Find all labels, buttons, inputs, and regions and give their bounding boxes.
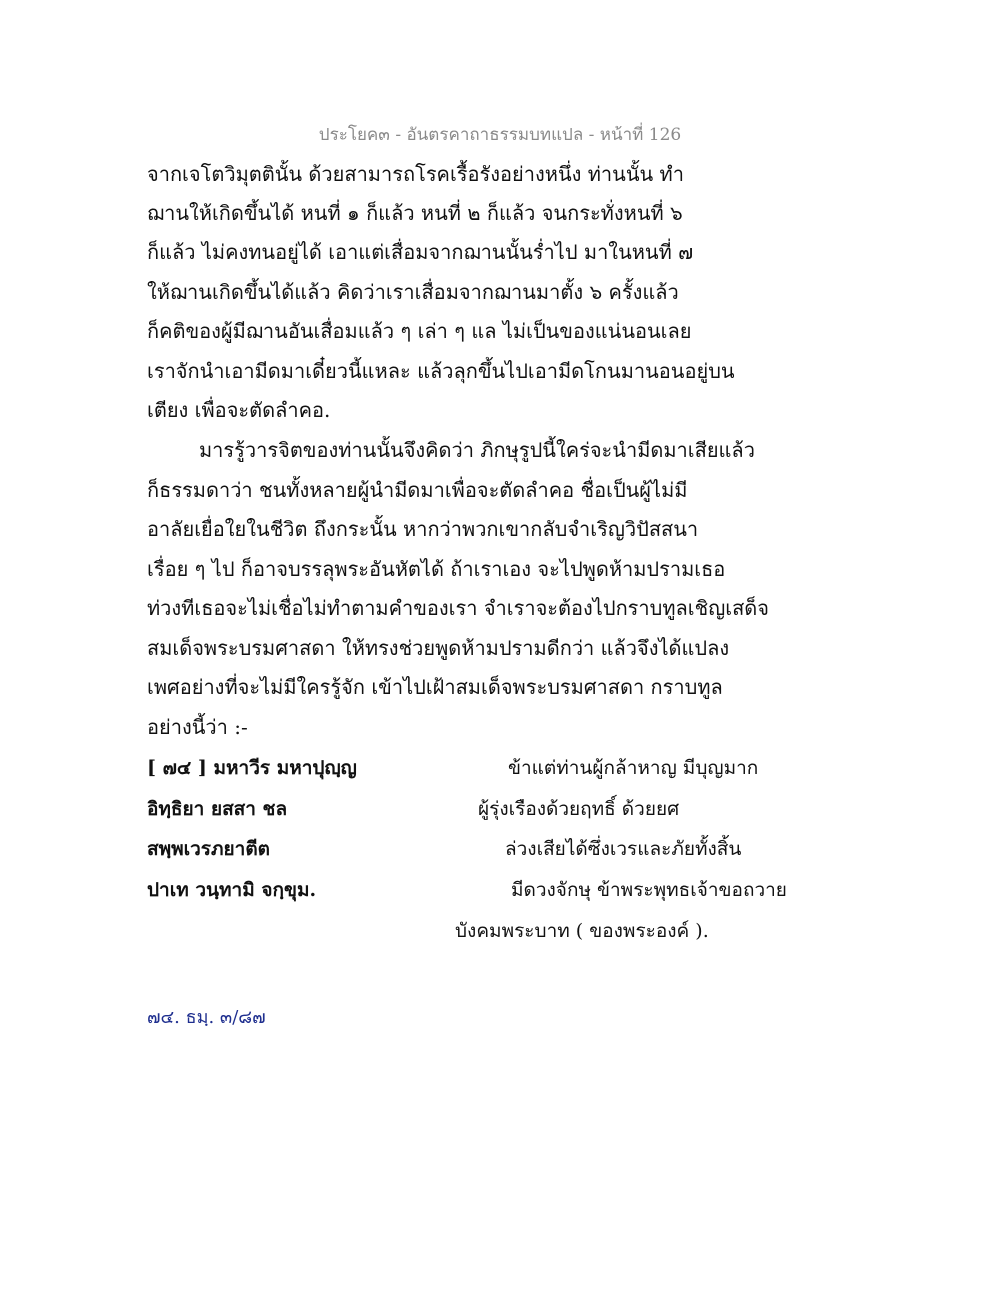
- verse-pali-line: สพฺพเวรภยาตีต: [147, 838, 271, 860]
- verse-pali-line: อิทฺธิยา ยสสา ชล: [147, 798, 288, 820]
- text-line: อาลัยเยื่อใยในชีวิต ถึงกระนั้น หากว่าพวกเขากลับจำเริญวิปัสสนา: [147, 517, 699, 541]
- page-header: ประโยค๓ - อันตรคาถาธรรมบทแปล - หน้าที่ 126: [318, 125, 682, 145]
- text-line: ก็แล้ว ไม่คงทนอยู่ได้ เอาแต่เสื่อมจากฌานนั้นร่ำไป มาในหนที่ ๗: [147, 240, 694, 264]
- verse-thai-line: ผู้รุ่งเรืองด้วยฤทธิ์ ด้วยยศ: [478, 798, 680, 820]
- verse-pali-line: ปาเท วนฺทามิ จกฺขุม.: [147, 879, 317, 901]
- text-line: ก็ธรรมดาว่า ชนทั้งหลายผู้นำมีดมาเพื่อจะตัดลำคอ ชื่อเป็นผู้ไม่มี: [147, 478, 688, 502]
- text-line: ฌานให้เกิดขึ้นได้ หนที่ ๑ ก็แล้ว หนที่ ๒ ก็แล้ว จนกระทั่งหนที่ ๖: [147, 201, 683, 225]
- text-line: อย่างนี้ว่า :-: [147, 715, 248, 739]
- verse-pali-line: [ ๗๔ ] มหาวีร มหาปุญฺญ: [147, 757, 357, 779]
- text-line: มารรู้วารจิตของท่านนั้นจึงคิดว่า ภิกษุรูปนี้ใคร่จะนำมีดมาเสียแล้ว: [199, 438, 755, 462]
- text-line: เพศอย่างที่จะไม่มีใครรู้จัก เข้าไปเฝ้าสมเด็จพระบรมศาสดา กราบทูล: [147, 675, 723, 699]
- text-line: เรื่อย ๆ ไป ก็อาจบรรลุพระอันหัตได้ ถ้าเราเอง จะไปพูดห้ามปรามเธอ: [147, 557, 726, 581]
- text-line: ก็คติของผู้มีฌานอันเสื่อมแล้ว ๆ เล่า ๆ แล ไม่เป็นของแน่นอนเลย: [147, 319, 692, 343]
- footnote: ๗๔. ธมฺ. ๓/๘๗: [147, 1007, 266, 1028]
- verse-continuation: บังคมพระบาท ( ของพระองค์ ).: [455, 920, 709, 942]
- text-line: ให้ฌานเกิดขึ้นได้แล้ว คิดว่าเราเสื่อมจากฌานมาตั้ง ๖ ครั้งแล้ว: [147, 280, 679, 304]
- text-line: จากเจโตวิมุตตินั้น ด้วยสามารถโรคเรื้อรังอย่างหนึ่ง ท่านนั้น ทำ: [147, 162, 684, 186]
- text-line: สมเด็จพระบรมศาสดา ให้ทรงช่วยพูดห้ามปรามดีกว่า แล้วจึงได้แปลง: [147, 636, 730, 660]
- text-line: เตียง เพื่อจะตัดลำคอ.: [147, 398, 331, 422]
- verse-thai-line: มีดวงจักษุ ข้าพระพุทธเจ้าขอถวาย: [511, 879, 787, 901]
- text-line: เราจักนำเอามีดมาเดี๋ยวนี้แหละ แล้วลุกขึ้นไปเอามีดโกนมานอนอยู่บน: [147, 359, 735, 383]
- verse-thai-line: ข้าแต่ท่านผู้กล้าหาญ มีบุญมาก: [508, 757, 759, 779]
- verse-thai-line: ล่วงเสียได้ซึ่งเวรและภัยทั้งสิ้น: [505, 838, 742, 860]
- text-line: ท่วงทีเธอจะไม่เชื่อไม่ทำตามคำของเรา จำเราจะต้องไปกราบทูลเชิญเสด็จ: [147, 596, 769, 620]
